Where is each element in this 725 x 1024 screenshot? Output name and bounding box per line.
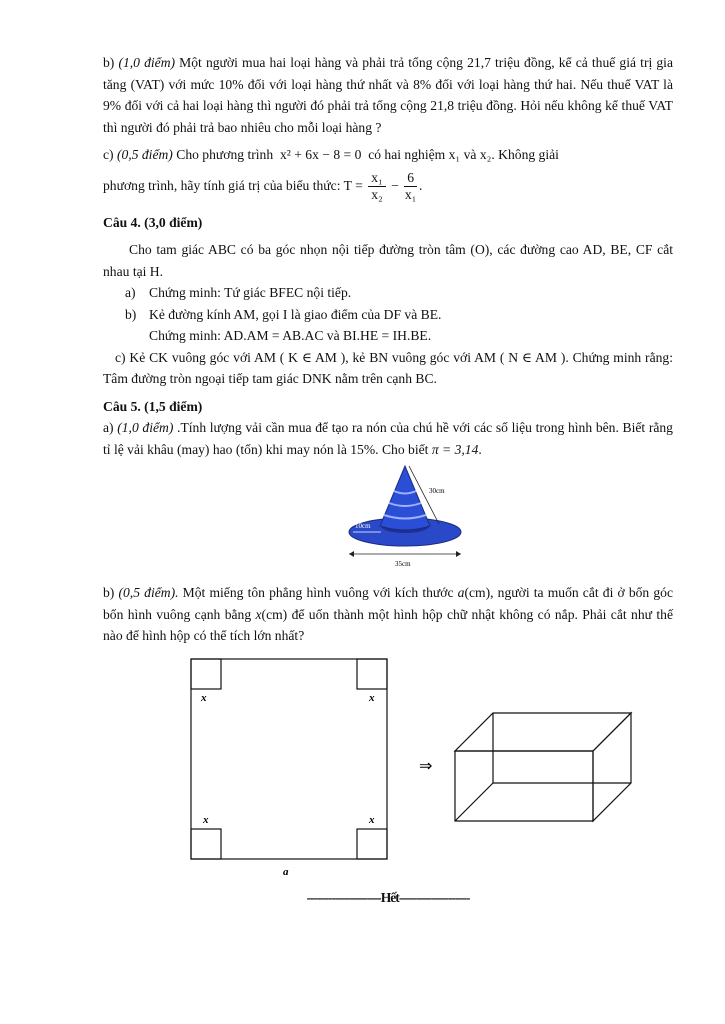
- hat-cone: [380, 466, 430, 530]
- arrow-icon: ⇒: [419, 757, 433, 775]
- q4-part-c: c) Kẻ CK vuông góc với AM ( K ∈ AM ), kẻ BN vuông góc với AM ( N ∈ AM ). Chứng minh rằng: Tâm đường tròn ngoại tiếp tam giác DNK nằm trên cạnh BC.: [103, 349, 673, 386]
- svg-text:x: x: [203, 813, 209, 826]
- list-item: a) Chứng minh: Tứ giác BFEC nội tiếp.: [125, 285, 352, 300]
- list-item: Chứng minh: AD.AM = AB.AC và BI.HE = IH.BE.: [149, 328, 432, 343]
- fraction-2: $\frac{6}{\text{x₁}}$: [404, 169, 417, 202]
- clown-hat-figure: [103, 460, 673, 568]
- part-b-text: Một người mua hai loại hàng và phải trả tổng cộng 21,7 triệu đồng, kể cả thuế giá trị gia tăng (VAT) với mức 10% đối với loại hàng thứ nhất và 8% đối với loại hàng thứ hai. Nếu thuế VAT là 9% đối với cả hai loại hàng thì người đó phải trả tổng cộng 21,8 triệu đồng. Hỏi nếu không kể thuế VAT thì người đó phải trả bao nhiêu cho mỗi loại hàng ?: [103, 55, 673, 135]
- open-box: [455, 713, 631, 821]
- part-b-score: (1,0 điểm): [118, 55, 176, 70]
- end-marker: ---------------------Hết--------------------: [306, 889, 470, 905]
- label-radius: 10cm: [355, 522, 371, 530]
- q5-part-b: b) (0,5 điểm). Một miếng tôn phẳng hình vuông với kích thước a(cm), người ta muốn cắt đi ở bốn góc bốn hình vuông cạnh bằng x(cm) để uốn thành một hình hộp chữ nhật không có nắp. Phải cắt như thế nào để hình hộp có thể tích lớn nhất?: [103, 585, 674, 643]
- list-item: b) Kẻ đường kính AM, gọi I là giao điểm của DF và BE.: [125, 306, 442, 322]
- q5-title: Câu 5. (1,5 điểm): [103, 398, 203, 414]
- svg-text:x: x: [201, 691, 207, 704]
- part-c-paragraph: c) (0,5 điểm) Cho phương trình x² + 6x − 8 = 0 có hai nghiệm x₁ và x₂. Không giải: [103, 147, 559, 162]
- exam-page: [103, 52, 673, 908]
- q5-part-a: a) (1,0 điểm) .Tính lượng vải cần mua để tạo ra nón của chú hề với các số liệu trong hình bên. Biết rằng tỉ lệ vải khâu (may) hao (tốn) khi may nón là 15%. Cho biết π = 3,14.: [103, 420, 673, 457]
- label-width: 35cm: [395, 560, 411, 568]
- q4-list: [103, 282, 673, 347]
- part-c-expression: phương trình, hãy tính giá trị của biểu thức: T = $\frac{\text{x₁}}{\text{x₂}}$ − $\frac{6}{\text{x₁}}$ .: [103, 169, 423, 202]
- box-svg: [103, 653, 673, 883]
- part-b-paragraph: b) (1,0 điểm) Một người mua hai loại hàng và phải trả tổng cộng 21,7 triệu đồng, kể cả thuế giá trị gia tăng (VAT) với mức 10% đối với loại hàng thứ nhất và 8% đối với loại hàng thứ hai. Nếu thuế VAT là 9% đối với cả hai loại hàng thì người đó phải trả tổng cộng 21,8 triệu đồng. Hỏi nếu không kể thuế VAT thì người đó phải trả bao nhiêu cho mỗi loại hàng ?: [103, 55, 673, 135]
- clown-hat-svg: [103, 460, 673, 568]
- q4-intro: Cho tam giác ABC có ba góc nhọn nội tiếp đường tròn tâm (O), các đường cao AD, BE, CF cắt nhau tại H.: [103, 242, 673, 279]
- box-figure: [103, 653, 673, 883]
- equation: x² + 6x − 8 = 0: [279, 147, 362, 162]
- fraction-1: $\frac{\text{x₁}}{\text{x₂}}$: [368, 170, 386, 203]
- q4-title: Câu 4. (3,0 điểm): [103, 214, 203, 230]
- label-slant: 30cm: [429, 487, 445, 495]
- svg-text:x: x: [369, 691, 375, 704]
- label-a: a: [283, 865, 289, 878]
- svg-text:x: x: [369, 813, 375, 826]
